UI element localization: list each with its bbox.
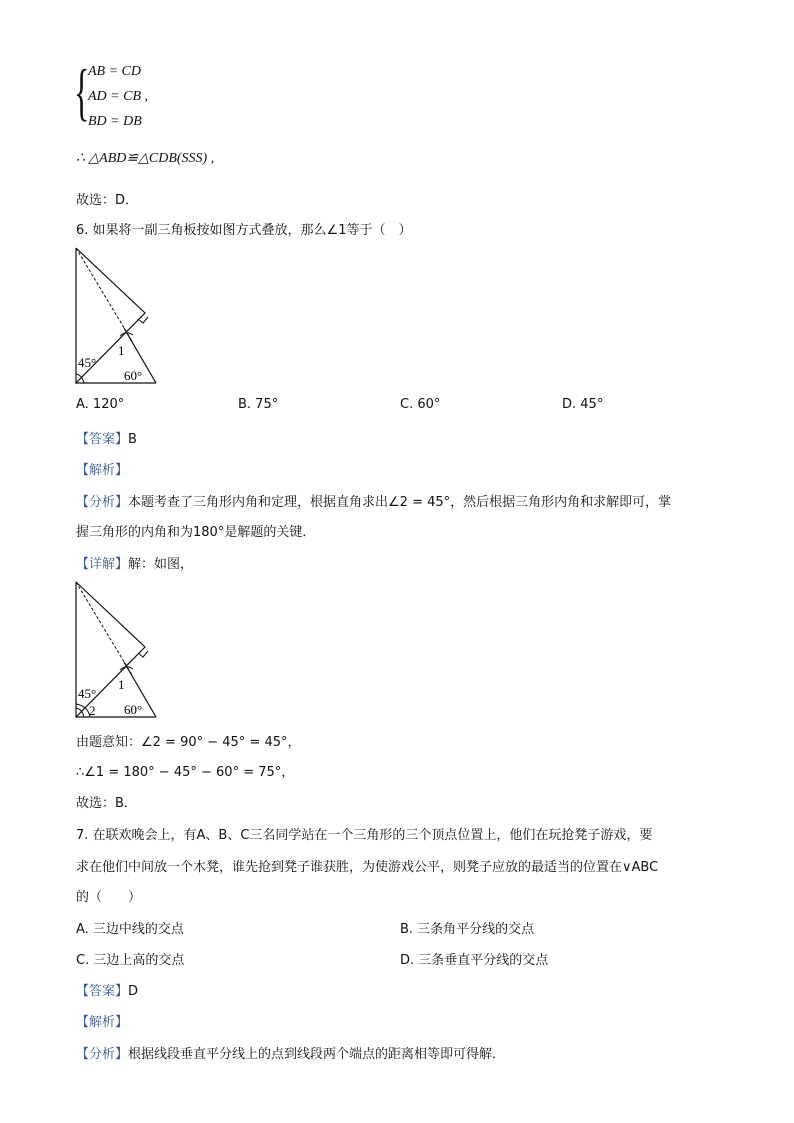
equation-1: AB = CD bbox=[88, 64, 141, 79]
q7-fenxi-line bbox=[76, 1043, 505, 1062]
q6-option-b: B. 75° bbox=[238, 397, 279, 412]
q7-option-c: C. 三边上高的交点 bbox=[76, 953, 185, 968]
detail-angle1-arc bbox=[120, 667, 133, 670]
q6-stem: 6. 如果将一副三角板按如图方式叠放，那么∠1等于（ ） bbox=[76, 223, 412, 238]
q6-fenxi-tag: 【分析】 bbox=[76, 495, 129, 510]
figure-label-60: 60° bbox=[124, 368, 143, 383]
q6-detail-figure bbox=[70, 578, 162, 720]
q6-fenxi-text-1: 本题考查了三角形内角和定理，根据直角求出∠2 = 45°，然后根据三角形内角和求解即可，掌 bbox=[128, 495, 672, 510]
figure-label-1: 1 bbox=[118, 343, 125, 358]
q7-analysis-tag: 【解析】 bbox=[76, 1015, 129, 1030]
q7-answer-line bbox=[76, 980, 138, 999]
detail-label-1: 1 bbox=[118, 677, 125, 692]
q6-analysis-tag: 【解析】 bbox=[76, 463, 129, 478]
figure-dashed-line bbox=[76, 248, 132, 341]
detail-label-60: 60° bbox=[124, 702, 143, 717]
q6-xiangjie-text: 解：如图， bbox=[128, 557, 194, 572]
q7-answer-tag: 【答案】 bbox=[76, 984, 129, 999]
q6-answer-tag: 【答案】 bbox=[76, 432, 129, 447]
q6-option-c: C. 60° bbox=[400, 397, 441, 412]
detail-label-2: 2 bbox=[89, 703, 96, 718]
q7-fenxi-text: 根据线段垂直平分线上的点到线段两个端点的距离相等即可得解． bbox=[128, 1047, 506, 1062]
figure-label-45: 45° bbox=[78, 355, 97, 370]
q6-fenxi-line2: 握三角形的内角和为180°是解题的关键． bbox=[76, 525, 316, 540]
system-brace: { bbox=[74, 56, 90, 127]
q6-answer: B bbox=[128, 432, 137, 447]
q7-fenxi-tag: 【分析】 bbox=[76, 1047, 129, 1062]
q6-answer-line bbox=[76, 428, 137, 447]
q7-stem-line1: 7. 在联欢晚会上，有A、B、C三名同学站在一个三角形的三个顶点位置上，他们在玩抢凳子游戏，要 bbox=[76, 828, 653, 843]
q6-figure bbox=[70, 244, 162, 386]
q7-option-d: D. 三条垂直平分线的交点 bbox=[400, 953, 549, 968]
q6-calc-2: ∴∠1 = 180° − 45° − 60° = 75°， bbox=[76, 765, 295, 780]
q6-calc-1: 由题意知：∠2 = 90° − 45° = 45°， bbox=[76, 735, 301, 750]
equation-2: AD = CB , bbox=[88, 89, 148, 104]
q6-fenxi-line1 bbox=[76, 491, 671, 510]
q7-option-b: B. 三条角平分线的交点 bbox=[400, 922, 535, 937]
q6-conclusion: 故选：B． bbox=[76, 796, 137, 811]
q6-option-d: D. 45° bbox=[562, 397, 604, 412]
q7-stem-line2: 求在他们中间放一个木凳，谁先抢到凳子谁获胜，为使游戏公平，则凳子应放的最适当的位置在∨ABC bbox=[76, 860, 659, 875]
q6-option-a: A. 120° bbox=[76, 397, 125, 412]
congruence-line: ∴ △ABD≌△CDB(SSS) , bbox=[76, 151, 215, 166]
q7-stem-line3: 的（ ） bbox=[76, 890, 142, 905]
q6-xiangjie-tag: 【详解】 bbox=[76, 557, 129, 572]
detail-label-45: 45° bbox=[78, 686, 97, 701]
q7-option-a: A. 三边中线的交点 bbox=[76, 922, 184, 937]
figure-angle1-arc bbox=[120, 333, 133, 336]
detail-dashed-line bbox=[76, 582, 132, 675]
q7-answer: D bbox=[128, 984, 139, 999]
answer5-line: 故选：D． bbox=[76, 193, 139, 208]
equation-3: BD = DB bbox=[88, 114, 142, 129]
q6-xiangjie-line bbox=[76, 553, 193, 572]
